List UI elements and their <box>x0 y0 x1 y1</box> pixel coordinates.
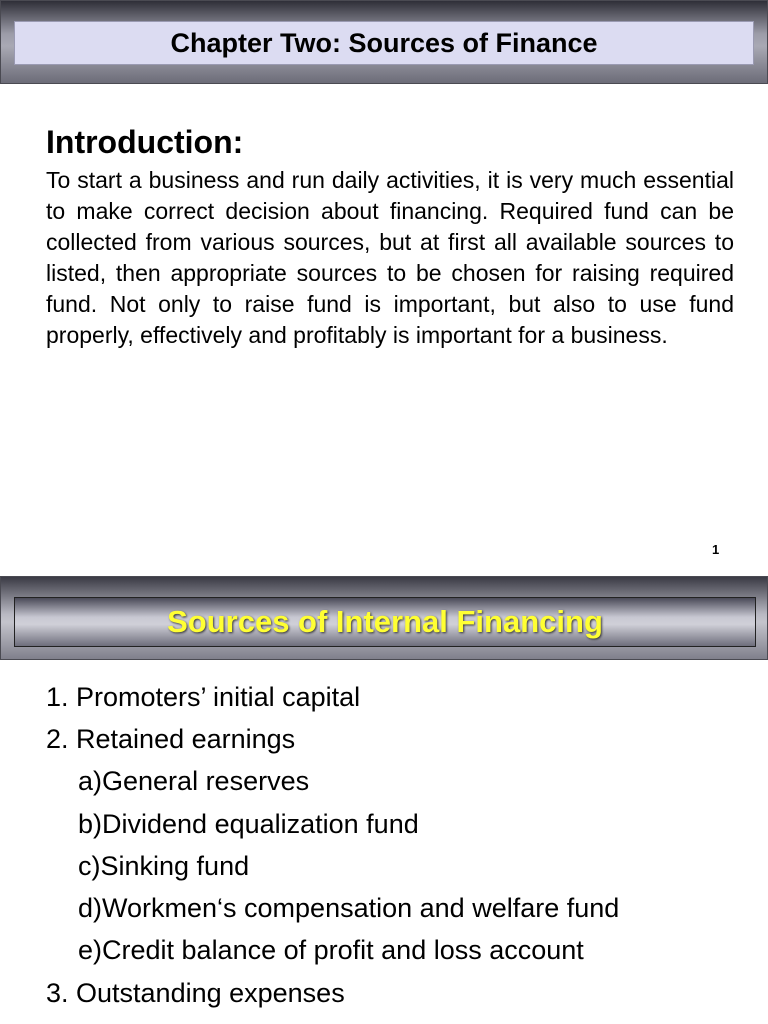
introduction-heading: Introduction: <box>46 124 244 160</box>
slide-1-title-banner <box>0 0 768 84</box>
slide-2-title-box <box>14 597 756 647</box>
list-item-retained-earnings: 2. Retained earnings <box>46 724 296 754</box>
slide-2-title: Sources of Internal Financing <box>167 604 603 639</box>
slide-2 <box>0 576 768 1024</box>
list-item-outstanding-expenses: 3. Outstanding expenses <box>46 978 345 1008</box>
list-item-general-reserves: a)General reserves <box>78 766 310 796</box>
slide-1-title: Chapter Two: Sources of Finance <box>170 27 598 58</box>
slide-1-title-box <box>14 21 754 65</box>
introduction-paragraph: To start a business and run daily activities, it is very much essential to make correct decision about financing. Required fund can be collected from various sources, but at first all available sources to listed, then appropriate sources to be chosen for raising required fund. Not only to raise fund is important, but also to use fund properly, effectively and profitably is important for a business. <box>46 167 734 348</box>
list-item-credit-balance: e)Credit balance of profit and loss account <box>78 935 584 965</box>
list-item-promoters-capital: 1. Promoters’ initial capital <box>46 682 361 712</box>
slide-2-title-banner <box>0 576 768 660</box>
list-item-sinking-fund: c)Sinking fund <box>78 851 250 881</box>
list-item-workmen-compensation: d)Workmen‘s compensation and welfare fund <box>78 893 620 923</box>
list-item-dividend-equalization: b)Dividend equalization fund <box>78 809 419 839</box>
page-number: 1 <box>712 542 720 557</box>
